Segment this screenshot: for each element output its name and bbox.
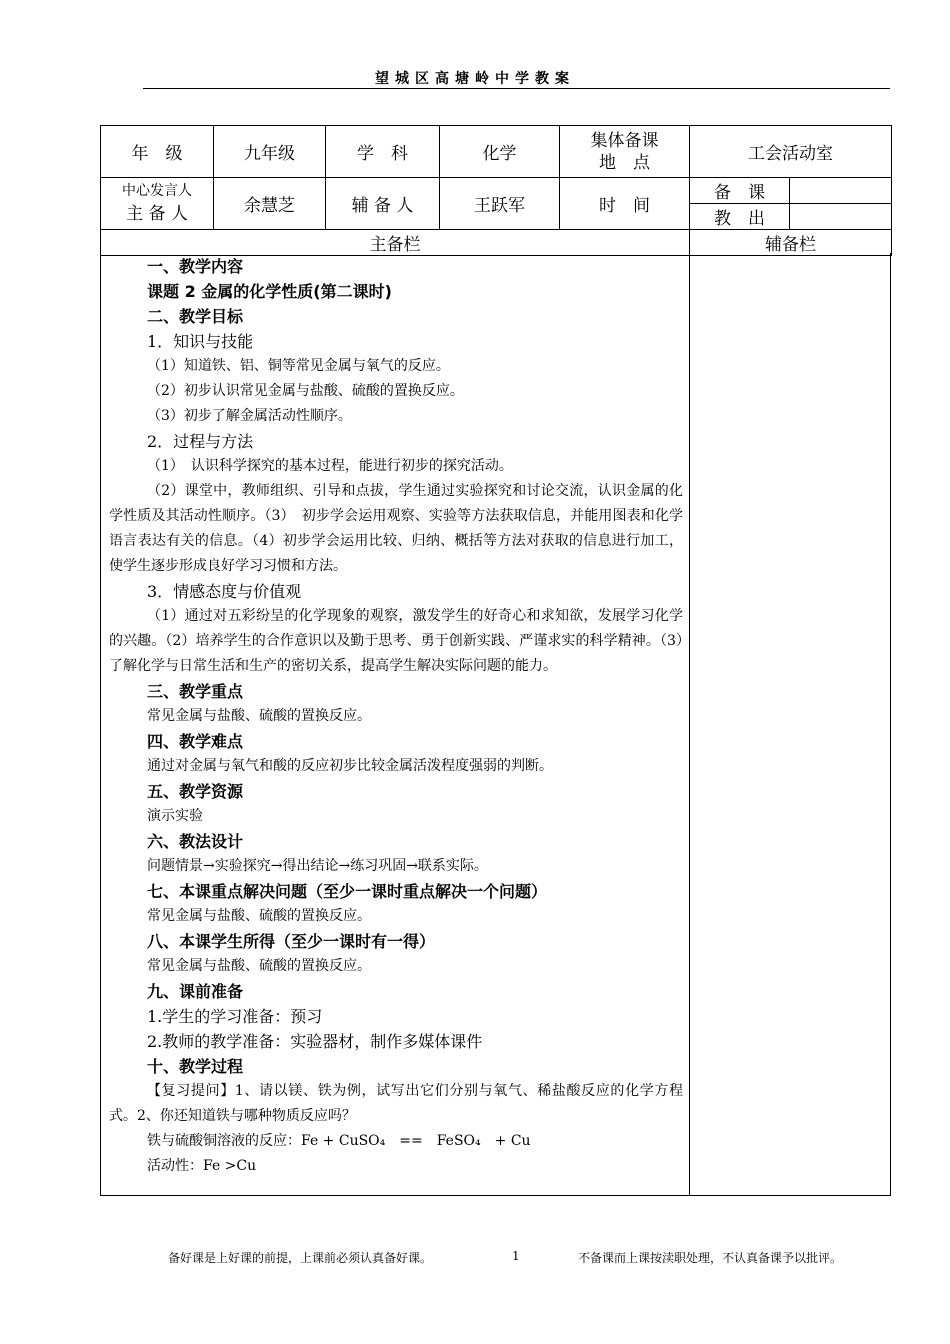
subject-value: 化学 xyxy=(440,126,560,178)
prep-value xyxy=(790,178,892,204)
location-label-line1: 集体备课 xyxy=(590,130,659,151)
paragraph: 问题情景→实验探究→得出结论→练习巩固→联系实际。 xyxy=(147,858,488,874)
lesson-topic-title: 课题 2 金属的化学性质(第二课时) xyxy=(147,282,392,301)
equation-line: 铁与硫酸铜溶液的反应：Fe + CuSO₄ == FeSO₄ + Cu xyxy=(147,1133,531,1149)
assistant-value: 王跃军 xyxy=(440,178,560,230)
list-item: （1）知道铁、铝、铜等常见金属与氧气的反应。 xyxy=(147,358,450,374)
school-header-title: 望城区高塘岭中学教案 xyxy=(375,71,575,87)
list-item: 2.教师的教学准备：实验器材，制作多媒体课件 xyxy=(147,1032,483,1051)
page-number: 1 xyxy=(512,1249,520,1263)
lesson-body xyxy=(109,254,683,1179)
list-item: （2）初步认识常见金属与盐酸、硫酸的置换反应。 xyxy=(147,383,464,399)
paragraph: 【复习提问】1、请以镁、铁为例，试写出它们分别与氧气、稀盐酸反应的化学方程式。2、你还知道铁与哪种物质反应吗？ xyxy=(109,1083,683,1124)
location-value: 工会活动室 xyxy=(690,126,892,178)
assistant-label: 辅 备 人 xyxy=(326,178,440,230)
section-heading: 七、本课重点解决问题（至少一课时重点解决一个问题） xyxy=(147,882,548,901)
footer-right-note: 不备课而上课按渎职处理，不认真备课予以批评。 xyxy=(578,1251,843,1265)
grade-value: 九年级 xyxy=(214,126,326,178)
main-column-header: 主备栏 xyxy=(101,230,690,256)
section-heading: 五、教学资源 xyxy=(147,782,244,801)
section-heading: 四、教学难点 xyxy=(147,732,244,751)
section-heading: 九、课前准备 xyxy=(147,982,244,1001)
section-heading: 二、教学目标 xyxy=(147,307,244,326)
lesson-meta-table xyxy=(100,125,892,256)
subsection-heading: 1．知识与技能 xyxy=(147,332,254,351)
speaker-value: 余慧芝 xyxy=(214,178,326,230)
time-label: 时 间 xyxy=(560,178,690,230)
paragraph: 演示实验 xyxy=(147,808,203,824)
paragraph: 通过对金属与氧气和酸的反应初步比较金属活泼程度强弱的判断。 xyxy=(147,758,553,774)
section-heading: 六、教法设计 xyxy=(147,832,244,851)
teach-label: 教 出 xyxy=(690,204,790,230)
paragraph: （1）通过对五彩纷呈的化学现象的观察，激发学生的好奇心和求知欲，发展学习化学的兴趣。（2）培养学生的合作意识以及勤于思考、勇于创新实践、严谨求实的科学精神。（3）了解化学与日常生活和生产的密切关系，提高学生解决实际问题的能力。 xyxy=(109,608,683,674)
list-item: （1） 认识科学探究的基本过程，能进行初步的探究活动。 xyxy=(147,458,513,474)
section-heading: 三、教学重点 xyxy=(147,682,244,701)
prep-label: 备 课 xyxy=(690,178,790,204)
paragraph: 常见金属与盐酸、硫酸的置换反应。 xyxy=(147,958,371,974)
footer-left-note: 备好课是上好课的前提，上课前必须认真备好课。 xyxy=(168,1251,433,1265)
speaker-label xyxy=(101,178,214,230)
paragraph: 常见金属与盐酸、硫酸的置换反应。 xyxy=(147,908,371,924)
paragraph: （2）课堂中，教师组织、引导和点拔，学生通过实验探究和讨论交流，认识金属的化学性质及其活动性顺序。（3） 初步学会运用观察、实验等方法获取信息，并能用图表和化学语言表达有关的信息。（4）初步学会运用比较、归纳、概括等方法对获取的信息进行加工，使学生逐步形成良好学习习惯和方法。 xyxy=(109,483,683,574)
teach-value xyxy=(790,204,892,230)
header-rule xyxy=(143,88,890,89)
paragraph: 常见金属与盐酸、硫酸的置换反应。 xyxy=(147,708,371,724)
location-label-line2: 地 点 xyxy=(599,152,650,173)
speaker-label-line1: 中心发言人 xyxy=(122,183,192,199)
location-label xyxy=(560,126,690,178)
list-item: 1.学生的学习准备：预习 xyxy=(147,1007,323,1026)
subsection-heading: 2．过程与方法 xyxy=(147,432,254,451)
aux-content-box xyxy=(689,253,891,1196)
speaker-label-line2: 主 备 人 xyxy=(126,204,188,224)
list-item: （3）初步了解金属活动性顺序。 xyxy=(147,408,352,424)
paragraph: 活动性：Fe >Cu xyxy=(147,1158,257,1174)
subject-label: 学 科 xyxy=(326,126,440,178)
aux-column-header: 辅备栏 xyxy=(690,230,892,256)
section-heading: 八、本课学生所得（至少一课时有一得） xyxy=(147,932,436,951)
section-heading: 十、教学过程 xyxy=(147,1057,244,1076)
grade-label: 年 级 xyxy=(101,126,214,178)
subsection-heading: 3．情感态度与价值观 xyxy=(147,582,302,601)
section-heading: 一、教学内容 xyxy=(147,257,244,276)
